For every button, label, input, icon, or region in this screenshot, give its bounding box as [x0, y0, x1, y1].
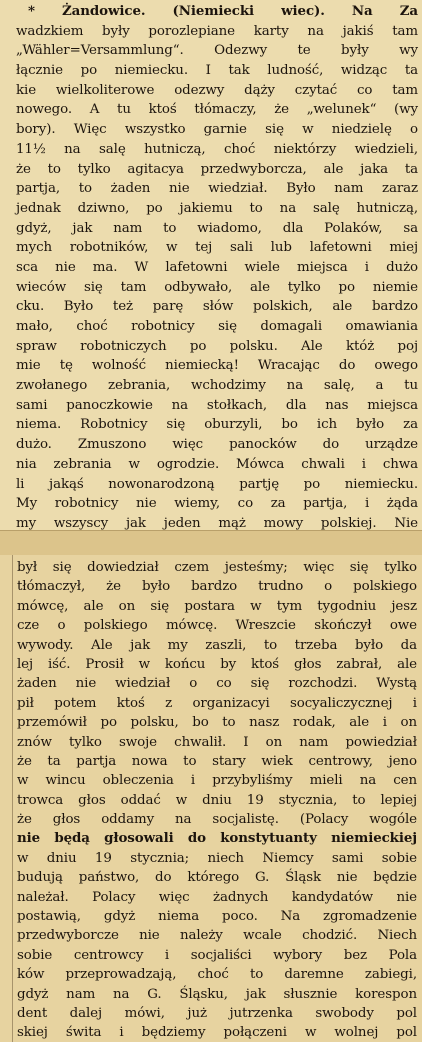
text-line: gdyż, jak nam to wiadomo, dla Polaków, sa	[16, 220, 418, 236]
text-line: wieców się tam odbywało, ale tylko po niemie	[16, 279, 418, 295]
text-line: mówcę, ale on się postara w tym tygodniu jesz	[17, 598, 417, 614]
text-line: przemówił po polsku, bo to nasz rodak, ale i on	[17, 715, 417, 731]
text-line: niema. Robotnicy się oburzyli, bo ich było za	[16, 417, 418, 433]
text-line: mych robotników, w tej sali lub lafetowni miej	[16, 240, 418, 256]
text-line: nie będą głosowali do konstytuanty niemieckiej	[17, 830, 417, 847]
text-line: że ta partja nowa to stary wiek centrowy, jeno	[17, 753, 417, 769]
text-line: był się dowiedział czem jesteśmy; więc się tylko	[17, 560, 417, 575]
text-line: ków przeprowadzają, choć to daremne zabiegi,	[17, 967, 417, 983]
text-line: jednak dziwno, po jakiemu to na salę hutniczą,	[16, 200, 418, 216]
text-line: partja, to żaden nie wiedział. Było nam zaraz	[16, 181, 418, 197]
text-line: sca nie ma. W lafetowni wiele miejsca i dużo	[16, 259, 418, 275]
text-line: mie tę wolność niemiecką! Wracając do owego	[16, 358, 418, 374]
text-line: tłómaczył, że było bardzo trudno o polskiego	[17, 579, 417, 595]
text-line: my wszyscy jak jeden mąż mowy polskiej. Nie	[16, 515, 418, 530]
text-line: dent dalej mówi, już jutrzenka swobody pol	[17, 1005, 417, 1021]
text-line: nowego. A tu ktoś tłómaczy, że „welunek“ (wy	[16, 102, 418, 118]
clipping-separator	[0, 530, 422, 557]
text-line: cze o polskiego mówcę. Wreszcie skończył owe	[17, 618, 417, 634]
text-line: znów tylko swoje chwalił. I on nam powiedział	[17, 734, 417, 750]
text-line: sobie centrowcy i socjaliści wybory bez Pola	[17, 947, 417, 963]
text-line: wywody. Ale jak my zaszli, to trzeba było da	[17, 637, 417, 653]
text-line: My robotnicy nie wiemy, co za partja, i żąda	[16, 496, 418, 512]
text-line: należał. Polacy więc żadnych kandydatów nie	[17, 889, 417, 905]
text-line: skiej świta i będziemy połączeni w wolnej pol	[17, 1025, 417, 1041]
text-line: gdyż nam na G. Śląsku, jak słusznie korespon	[17, 986, 417, 1002]
column-rule	[12, 555, 13, 1042]
text-line: budują państwo, do którego G. Śląsk nie będzie	[17, 870, 417, 886]
text-line: li jakąś nowonarodzoną partję po niemiecku.	[16, 476, 418, 492]
text-line: lej iść. Prosił w końcu by ktoś głos zabrał, ale	[17, 656, 417, 672]
text-line: przedwyborcze nie należy wcale chodzić. Niech	[17, 928, 417, 944]
text-line: trowca głos oddać w dniu 19 stycznia, to lepiej	[17, 792, 417, 808]
text-line: że głos oddamy na socjalistę. (Polacy wogóle	[17, 812, 417, 828]
text-line: zwołanego zebrania, wchodzimy na salę, a tu	[16, 378, 418, 394]
text-line: „Wähler=Versammlung“. Odezwy te były wy	[16, 43, 418, 59]
text-line: * Żandowice. (Niemiecki wiec). Na Za	[28, 3, 418, 19]
article-column-bottom	[17, 558, 417, 1042]
text-line: kie wielkoliterowe odezwy dąży czytać co tam	[16, 82, 418, 98]
text-line: dużo. Zmuszono więc panocków do urządze	[16, 437, 418, 453]
text-line: postawią, gdyż niema poco. Na zgromadzenie	[17, 909, 417, 925]
text-line: 11½ na salę hutniczą, choć niektórzy wiedzieli,	[16, 141, 418, 157]
text-line: spraw robotniczych po polsku. Ale któż poj	[16, 338, 418, 354]
text-line: żaden nie wiedział o co się rozchodzi. Wystą	[17, 676, 417, 692]
text-line: pił potem ktoś z organizacyi socyaliczycznej i	[17, 695, 417, 711]
clipping-bottom	[0, 555, 422, 1042]
text-line: łącznie po niemiecku. I tak ludność, widząc ta	[16, 63, 418, 79]
text-line: w wincu obleczenia i przybyliśmy mieli na cen	[17, 773, 417, 789]
article-column-top	[16, 2, 418, 530]
text-line: sami panoczkowie na stołkach, dla nas miejsca	[16, 397, 418, 413]
text-line: mało, choć robotnicy się domagali omawiania	[16, 319, 418, 334]
text-line: nia zebrania w ogrodzie. Mówca chwali i chwa	[16, 456, 418, 472]
text-line: w dniu 19 stycznia; niech Niemcy sami sobie	[17, 850, 417, 866]
text-line: że to tylko agitacya przedwyborcza, ale jaka ta	[16, 161, 418, 177]
text-line: cku. Było też parę słów polskich, ale bardzo	[16, 299, 418, 315]
text-line: bory). Więc wszystko garnie się w niedzielę o	[16, 122, 418, 138]
text-line: wadzkiem były porozlepiane karty na jakiś tam	[16, 23, 418, 39]
